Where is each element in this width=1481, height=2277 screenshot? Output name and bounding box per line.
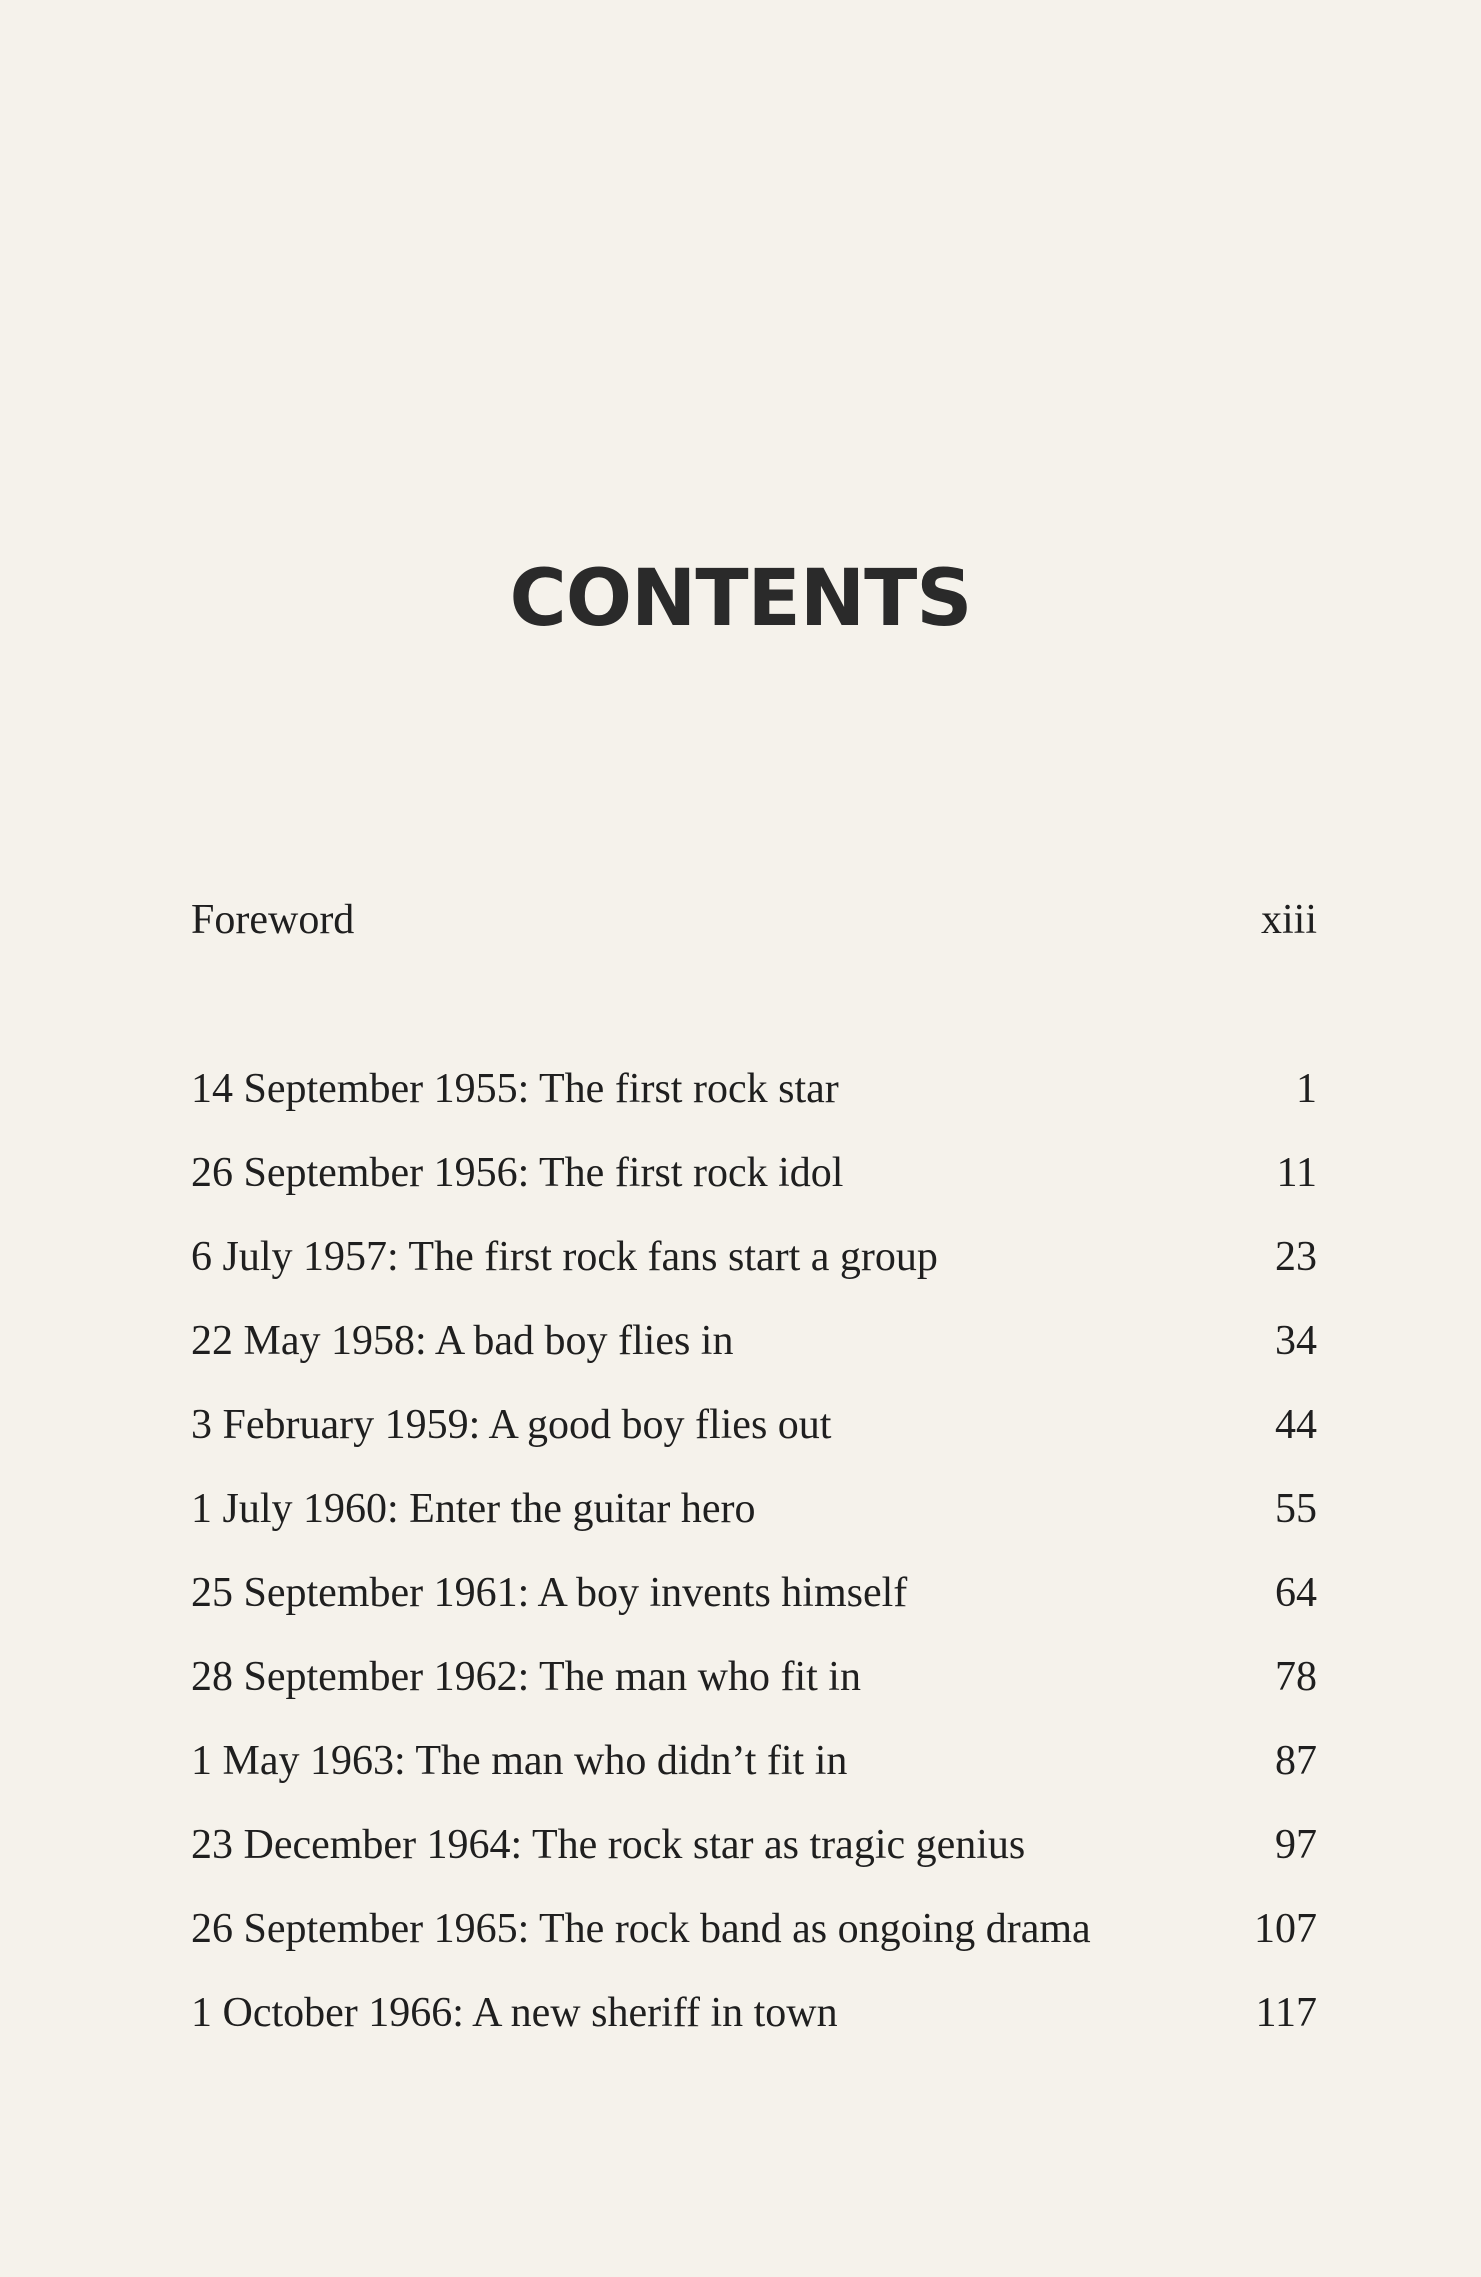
toc-entry-page: 55 [1275, 1486, 1317, 1532]
toc-entry [191, 1908, 1317, 1950]
toc-entry [191, 1404, 1317, 1446]
toc-entry-page: 78 [1275, 1654, 1317, 1700]
toc-entry-label: Foreword [191, 897, 355, 943]
toc-entry [191, 1740, 1317, 1782]
toc-entry-page: 64 [1275, 1570, 1317, 1616]
toc-entry-label: 1 October 1966: A new sheriff in town [191, 1990, 838, 2036]
toc-entry-label: 14 September 1955: The first rock star [191, 1066, 839, 1112]
toc-entry-label: 3 February 1959: A good boy flies out [191, 1402, 832, 1448]
toc-entry-label: 1 May 1963: The man who didn’t fit in [191, 1738, 848, 1784]
toc-entry-page: 34 [1275, 1318, 1317, 1364]
toc-entry-label: 26 September 1965: The rock band as ongoing drama [191, 1906, 1091, 1952]
toc-entry-foreword [191, 899, 1317, 941]
toc-entry-page: 23 [1275, 1234, 1317, 1280]
toc-entry [191, 1488, 1317, 1530]
toc-entry-page: 11 [1276, 1150, 1317, 1196]
toc-entry-page: xiii [1260, 897, 1317, 943]
toc-entry-label: 28 September 1962: The man who fit in [191, 1654, 861, 1700]
toc-entry-page: 44 [1275, 1402, 1317, 1448]
toc-entry-label: 25 September 1961: A boy invents himself [191, 1570, 908, 1616]
toc-entry-label: 23 December 1964: The rock star as tragic genius [191, 1822, 1026, 1868]
toc-entry [191, 1320, 1317, 1362]
toc-entry [191, 1572, 1317, 1614]
toc-entry [191, 1068, 1317, 1110]
toc-entry-label: 26 September 1956: The first rock idol [191, 1150, 844, 1196]
toc-entry-label: 22 May 1958: A bad boy flies in [191, 1318, 734, 1364]
toc-entry-page: 87 [1275, 1738, 1317, 1784]
toc-entry [191, 1656, 1317, 1698]
toc-entry-page: 117 [1255, 1990, 1317, 2036]
page-title: CONTENTS [509, 554, 972, 644]
toc-entry [191, 1824, 1317, 1866]
toc-entry [191, 1992, 1317, 2034]
toc-entry-page: 97 [1275, 1822, 1317, 1868]
toc-entry-label: 6 July 1957: The first rock fans start a group [191, 1234, 938, 1280]
toc-entry [191, 1236, 1317, 1278]
toc-entry-label: 1 July 1960: Enter the guitar hero [191, 1486, 756, 1532]
toc-entry [191, 1152, 1317, 1194]
toc-entry-page: 1 [1296, 1066, 1317, 1112]
toc-entry-page: 107 [1254, 1906, 1317, 1952]
